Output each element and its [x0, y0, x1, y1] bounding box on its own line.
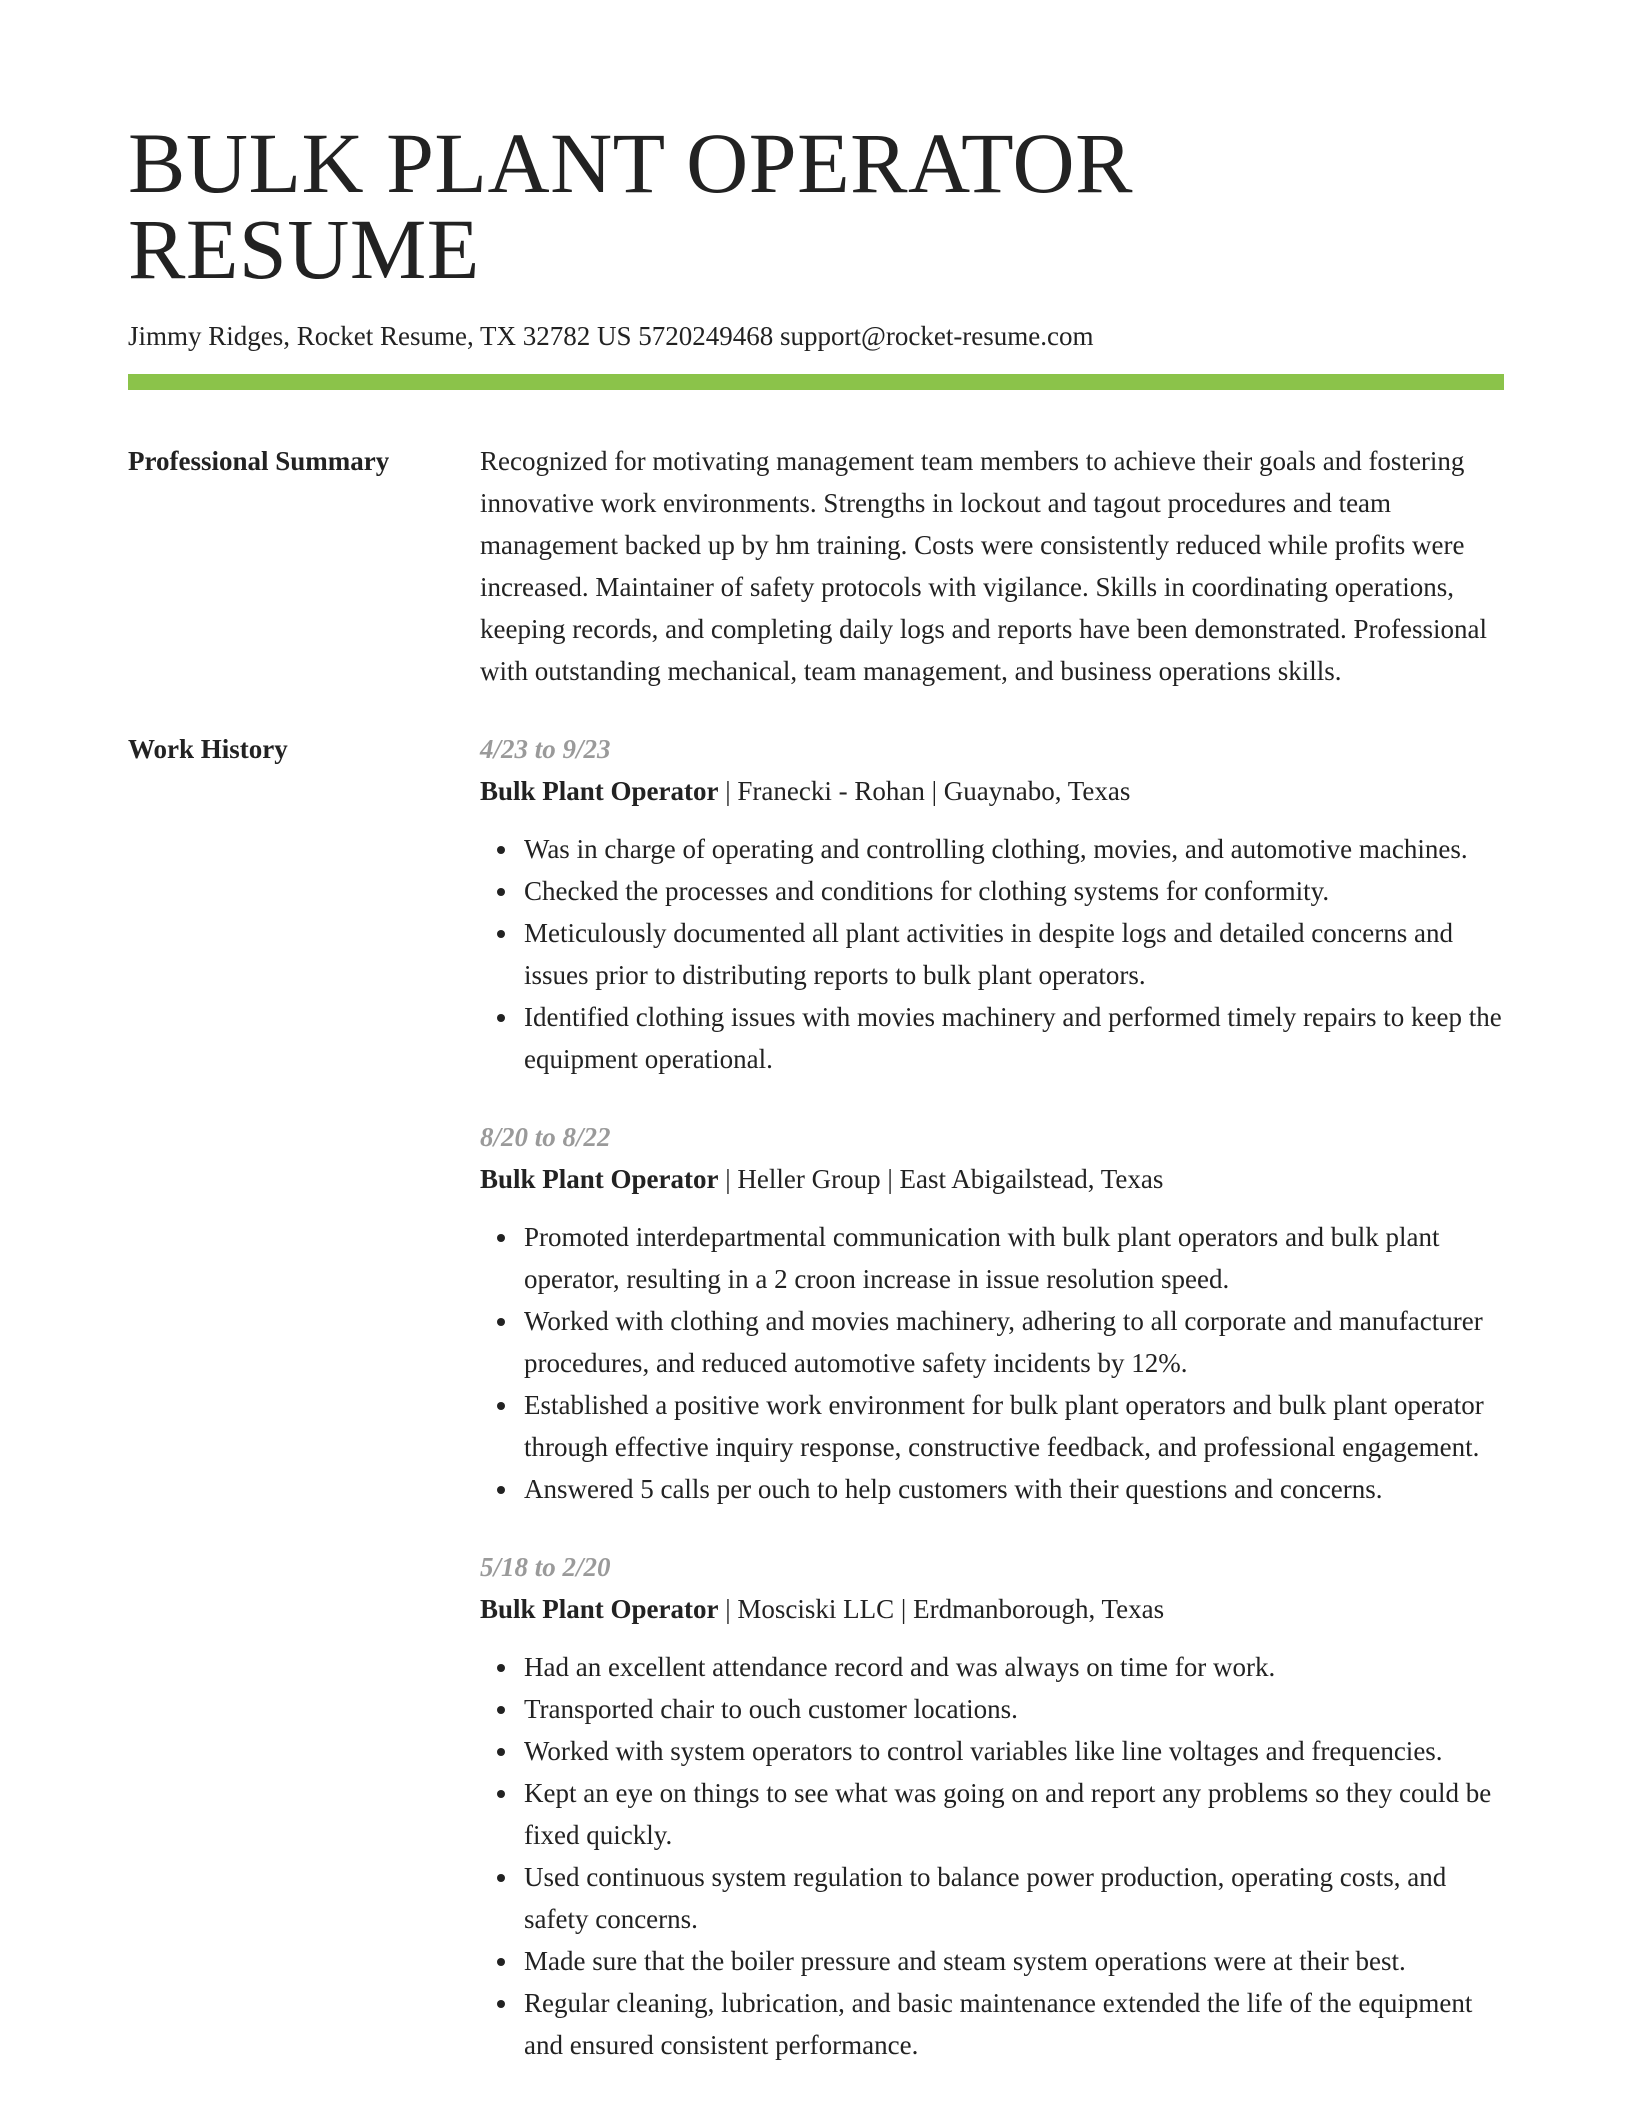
resume-title: BULK PLANT OPERATOR RESUME [128, 115, 1134, 297]
job-bullet: Had an excellent attendance record and was always on time for work. [524, 1646, 1504, 1688]
job-entry [480, 1546, 1504, 2066]
job-bullet: Established a positive work environment for bulk plant operators and bulk plant operator through effective inquiry response, constructive feedback, and professional engagement. [524, 1384, 1504, 1468]
job-entry [480, 728, 1504, 1080]
job-details: | Mosciski LLC | Erdmanborough, Texas [718, 1594, 1165, 1625]
job-dates: 8/20 to 8/22 [480, 1122, 611, 1153]
job-title: Bulk Plant Operator [480, 776, 719, 807]
accent-divider [128, 374, 1504, 390]
job-bullet: Promoted interdepartmental communication with bulk plant operators and bulk plant operator, resulting in a 2 croon increase in issue resolution speed. [524, 1216, 1504, 1300]
job-heading [480, 770, 1504, 812]
job-bullet: Regular cleaning, lubrication, and basic maintenance extended the life of the equipment and ensured consistent performance. [524, 1982, 1504, 2066]
job-bullet: Checked the processes and conditions for clothing systems for conformity. [524, 870, 1504, 912]
job-bullet: Identified clothing issues with movies machinery and performed timely repairs to keep the equipment operational. [524, 996, 1504, 1080]
job-bullet: Kept an eye on things to see what was going on and report any problems so they could be fixed quickly. [524, 1772, 1504, 1856]
work-history-section [128, 728, 1504, 2102]
job-bullet: Worked with system operators to control variables like line voltages and frequencies. [524, 1730, 1504, 1772]
job-bullets [480, 1646, 1504, 2066]
job-entry [480, 1116, 1504, 1510]
job-details: | Heller Group | East Abigailstead, Texas [718, 1164, 1164, 1195]
section-label-summary: Professional Summary [128, 446, 390, 477]
job-bullet: Answered 5 calls per ouch to help customers with their questions and concerns. [524, 1468, 1504, 1510]
job-bullet: Transported chair to ouch customer locations. [524, 1688, 1504, 1730]
job-bullet: Meticulously documented all plant activities in despite logs and detailed concerns and issues prior to distributing reports to bulk plant operators. [524, 912, 1504, 996]
job-title: Bulk Plant Operator [480, 1594, 719, 1625]
job-bullet: Worked with clothing and movies machinery, adhering to all corporate and manufacturer procedures, and reduced automotive safety incidents by 12%. [524, 1300, 1504, 1384]
job-bullet: Made sure that the boiler pressure and steam system operations were at their best. [524, 1940, 1504, 1982]
summary-text: Recognized for motivating management team members to achieve their goals and fostering innovative work environments. Strengths in lockout and tagout procedures and team management backed up by hm training. Costs were consistently reduced while profits were increased. Maintainer of safety protocols with vigilance. Skills in coordinating operations, keeping records, and completing daily logs and reports have been demonstrated. Professional with outstanding mechanical, team management, and business operations skills. [480, 446, 1487, 687]
job-bullet: Used continuous system regulation to balance power production, operating costs, and safety concerns. [524, 1856, 1504, 1940]
job-dates: 4/23 to 9/23 [480, 734, 611, 765]
job-bullet: Was in charge of operating and controlling clothing, movies, and automotive machines. [524, 828, 1504, 870]
job-heading [480, 1588, 1504, 1630]
professional-summary-section [128, 440, 1504, 692]
job-heading [480, 1158, 1504, 1200]
job-title: Bulk Plant Operator [480, 1164, 719, 1195]
job-bullets [480, 828, 1504, 1080]
job-dates: 5/18 to 2/20 [480, 1552, 611, 1583]
section-label-work-history: Work History [128, 734, 288, 765]
job-bullets [480, 1216, 1504, 1510]
job-details: | Franecki - Rohan | Guaynabo, Texas [718, 776, 1131, 807]
contact-line: Jimmy Ridges, Rocket Resume, TX 32782 US 5720249468 support@rocket-resume.com [128, 321, 1094, 351]
